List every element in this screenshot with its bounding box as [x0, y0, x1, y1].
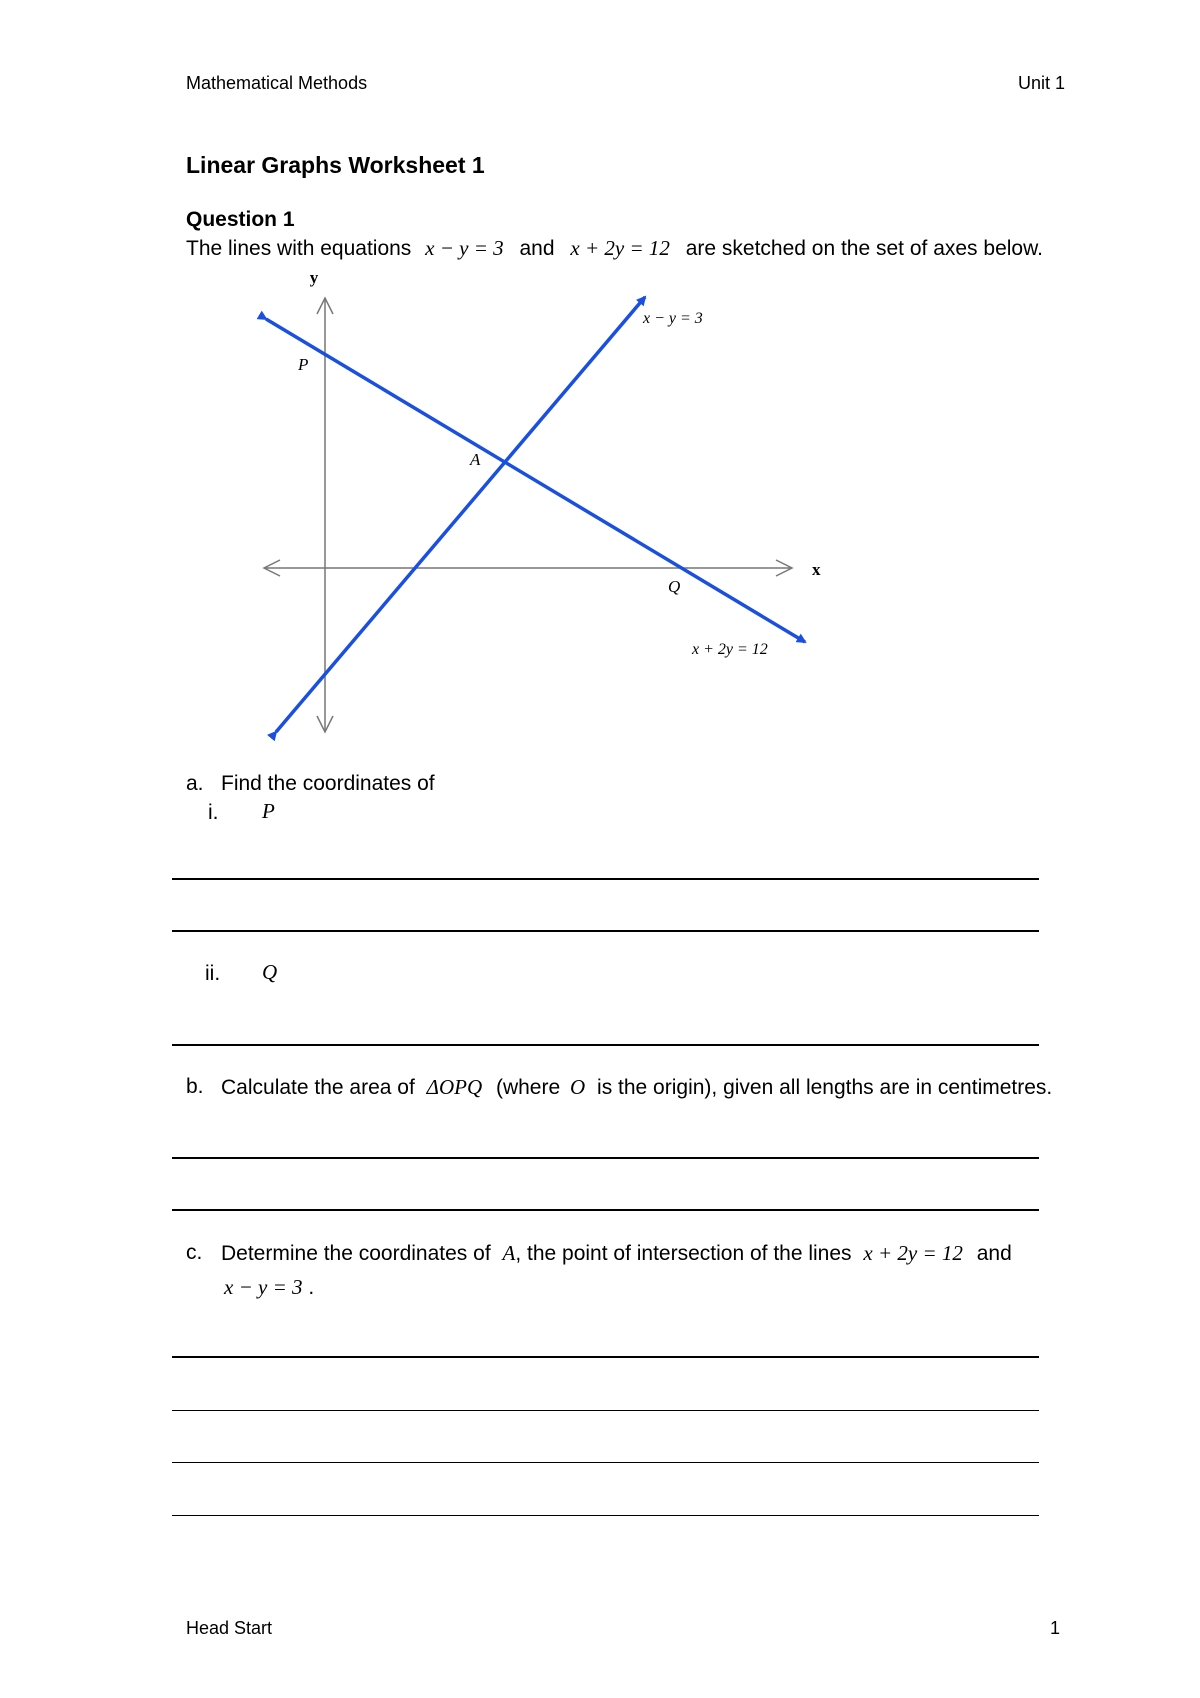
point-q-label: Q [668, 577, 681, 596]
answer-line[interactable] [172, 1410, 1039, 1411]
part-c-line1 [221, 1241, 1012, 1266]
y-axis-label: y [309, 268, 319, 287]
part-b-text1: Calculate the area of [221, 1076, 415, 1099]
part-c-text1: Determine the coordinates of [221, 1242, 491, 1265]
page-title: Linear Graphs Worksheet 1 [186, 152, 485, 178]
line2-label: x + 2y = 12 [692, 641, 768, 658]
intro-eq1: x − y = 3 [425, 236, 504, 260]
part-a-text: Find the coordinates of [221, 772, 435, 795]
question-heading: Question 1 [186, 208, 295, 231]
footer-left: Head Start [186, 1618, 273, 1638]
point-a-label: A [470, 450, 481, 469]
part-c-eq2: x + 2y = 12 [863, 1241, 963, 1265]
part-b-text2: (where [495, 1076, 561, 1099]
header-left: Mathematical Methods [186, 73, 368, 93]
part-c-letter: c. [186, 1241, 203, 1264]
intro-after: are sketched on the set of axes below. [685, 237, 1043, 260]
part-b-triangle: ΔOPQ [426, 1075, 483, 1099]
part-b-text3: is the origin), given all lengths are in centimetres. [597, 1076, 1053, 1099]
answer-line[interactable] [172, 1157, 1039, 1159]
answer-line[interactable] [172, 1515, 1039, 1516]
part-a-i-var: P [262, 799, 275, 823]
part-b-text [221, 1075, 1052, 1100]
part-c-and: and [976, 1242, 1012, 1265]
answer-line[interactable] [172, 878, 1039, 880]
header-right: Unit 1 [1018, 73, 1066, 93]
line1-label: x − y = 3 [643, 310, 703, 327]
answer-line[interactable] [172, 1044, 1039, 1046]
footer-page-number: 1 [1050, 1618, 1061, 1638]
part-b-letter: b. [186, 1075, 204, 1098]
intro-eq2: x + 2y = 12 [570, 236, 670, 260]
linear-graph [240, 262, 860, 752]
part-b-origin: O [570, 1075, 586, 1099]
intro-before: The lines with equations [186, 237, 412, 260]
part-c-text2: , the point of intersection of the lines [515, 1242, 852, 1265]
answer-line[interactable] [172, 1462, 1039, 1463]
line-x-plus-2y-eq-12 [266, 319, 805, 642]
point-p-label: P [298, 355, 309, 374]
part-c-point: A [502, 1241, 516, 1265]
x-axis-label: x [812, 560, 821, 579]
part-c-line2 [224, 1275, 314, 1300]
part-c-eq1: x − y = 3 [224, 1275, 303, 1299]
answer-line[interactable] [172, 930, 1039, 932]
part-c-period: . [308, 1276, 315, 1299]
part-a-letter: a. [186, 772, 204, 795]
question-intro [186, 236, 1043, 261]
part-a-ii-var: Q [262, 960, 278, 984]
intro-and: and [519, 237, 555, 260]
part-a-ii-num: ii. [205, 962, 221, 985]
answer-line[interactable] [172, 1209, 1039, 1211]
answer-line[interactable] [172, 1356, 1039, 1358]
part-a-i-num: i. [208, 801, 219, 824]
